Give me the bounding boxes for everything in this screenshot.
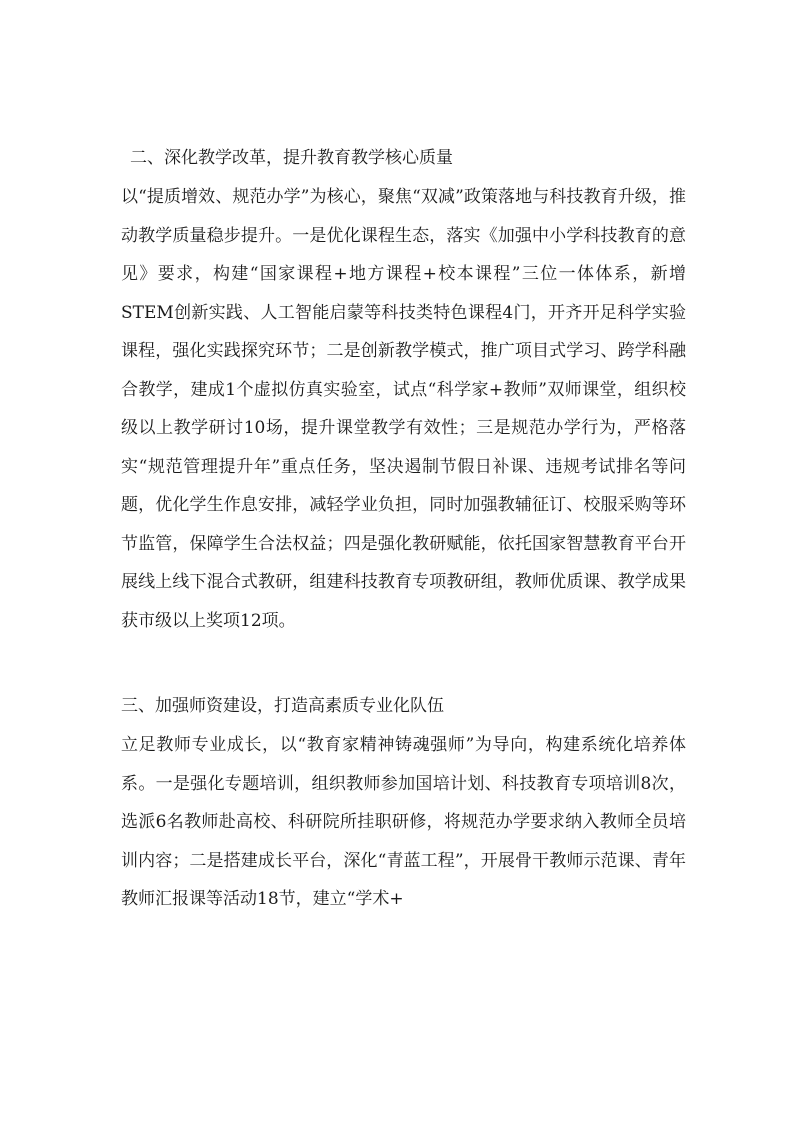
document-page xyxy=(121,138,686,919)
section-paragraph: 立足教师专业成长，以“教育家精神铸魂强师”为导向，构建系统化培养体系。一是强化专题培训，组织教师参加国培计划、科技教育专项培训8次，选派6名教师赴高校、科研院所挂职研修，将规范办学要求纳入教师全员培训内容；二是搭建成长平台，深化“青蓝工程”，开展骨干教师示范课、青年教师汇报课等活动18节，建立“学术+ xyxy=(121,735,686,909)
section-heading: 二、深化教学改革，提升教育教学核心质量 xyxy=(130,148,453,168)
section-heading: 三、加强师资建设，打造高素质专业化队伍 xyxy=(121,696,444,716)
section-paragraph: 以“提质增效、规范办学”为核心，聚焦“双减”政策落地与科技教育升级，推动教学质量稳步提升。一是优化课程生态，落实《加强中小学科技教育的意见》要求，构建“国家课程+地方课程+校本课程”三位一体体系，新增STEM创新实践、人工智能启蒙等科技类特色课程4门，开齐开足科学实验课程，强化实践探究环节；二是创新教学模式，推广项目式学习、跨学科融合教学，建成1个虚拟仿真实验室，试点“科学家+教师”双师课堂，组织校级以上教学研讨10场，提升课堂教学有效性；三是规范办学行为，严格落实“规范管理提升年”重点任务，坚决遏制节假日补课、违规考试排名等问题，优化学生作息安排，减轻学业负担，同时加强教辅征订、校服采购等环节监管，保障学生合法权益；四是强化教研赋能，依托国家智慧教育平台开展线上线下混合式教研，组建科技教育专项教研组，教师优质课、教学成果获市级以上奖项12项。 xyxy=(121,187,686,631)
section-spacer xyxy=(121,640,686,686)
